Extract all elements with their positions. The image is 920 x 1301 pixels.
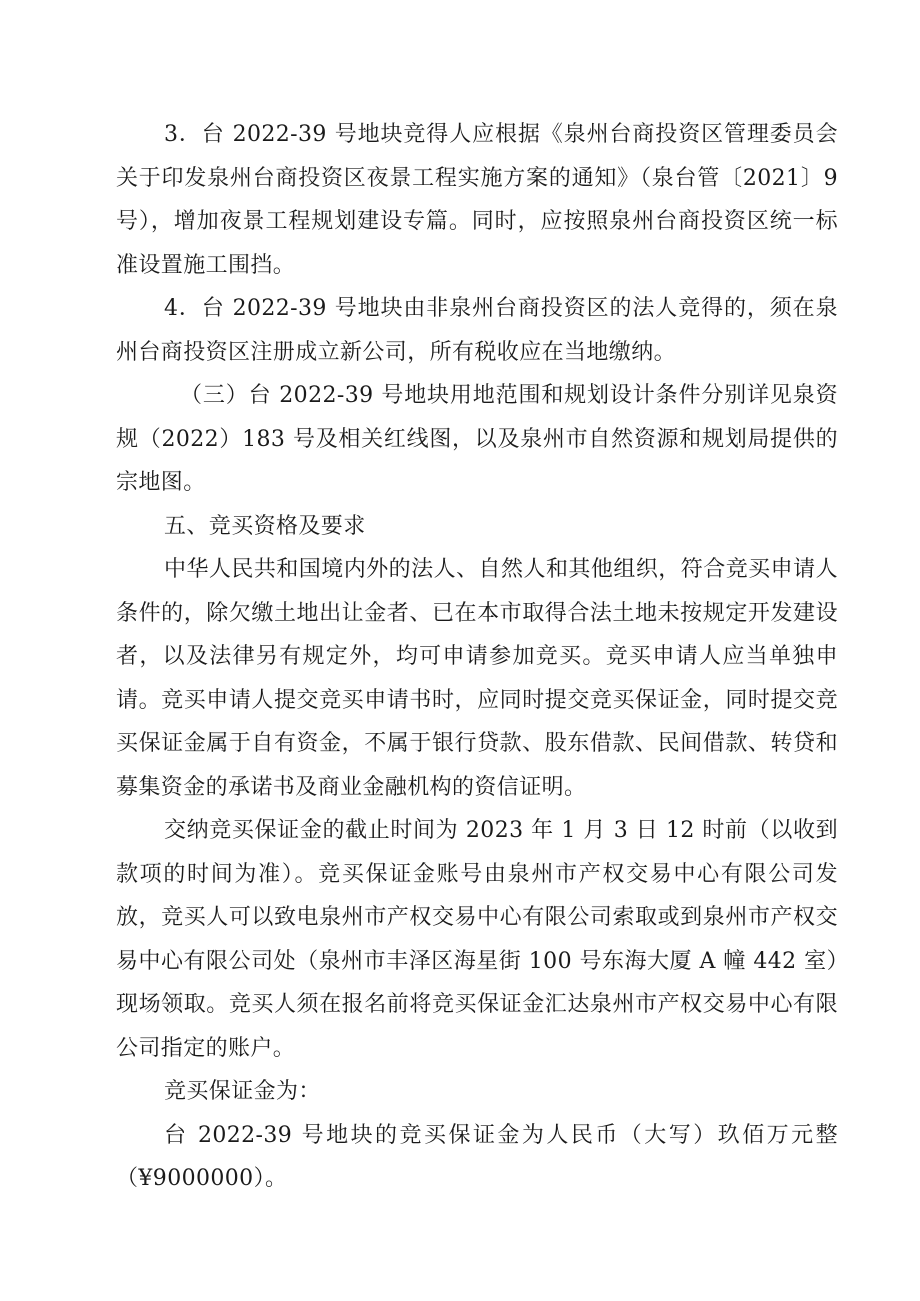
paragraph-deposit-label: 竞买保证金为：	[164, 1079, 321, 1104]
paragraph-eligibility: 中华人民共和国境内外的法人、自然人和其他组织，符合竞买申请人条件的，除欠缴土地出让金者、已在本市取得合法土地未按规定开发建设者，以及法律另有规定外，均可申请参加竞买。竞买申请人应当单独申请。竞买申请人提交竞买申请书时，应同时提交竞买保证金，同时提交竞买保证金属于自有资金，不属于银行贷款、股东借款、民间借款、转贷和募集资金的承诺书及商业金融机构的资信证明。	[116, 557, 838, 800]
paragraph-item-3: 3．台 2022-39 号地块竞得人应根据《泉州台商投资区管理委员会关于印发泉州台商投资区夜景工程实施方案的通知》（泉台管〔2021〕9号），增加夜景工程规划建设专篇。同时，应按照泉州台商投资区统一标准设置施工围挡。	[116, 122, 838, 278]
paragraph-deposit-deadline: 交纳竞买保证金的截止时间为 2023 年 1 月 3 日 12 时前（以收到款项的时间为准）。竞买保证金账号由泉州市产权交易中心有限公司发放，竞买人可以致电泉州市产权交易中心有限公司索取或到泉州市产权交易中心有限公司处（泉州市丰泽区海星街 100 号东海大厦 A 幢 442 室）现场领取。竞买人须在报名前将竞买保证金汇达泉州市产权交易中心有限公司指定的账户。	[116, 818, 838, 1061]
paragraph-section-3: （三）台 2022-39 号地块用地范围和规划设计条件分别详见泉资规（2022）183 号及相关红线图，以及泉州市自然资源和规划局提供的宗地图。	[116, 383, 838, 495]
paragraph-item-4: 4．台 2022-39 号地块由非泉州台商投资区的法人竞得的，须在泉州台商投资区注册成立新公司，所有税收应在当地缴纳。	[116, 296, 838, 365]
section-heading-5: 五、竞买资格及要求	[164, 513, 366, 539]
document-body	[116, 113, 838, 1201]
paragraph-deposit-amount: 台 2022-39 号地块的竞买保证金为人民币（大写）玖佰万元整（¥9000000）。	[116, 1122, 838, 1191]
